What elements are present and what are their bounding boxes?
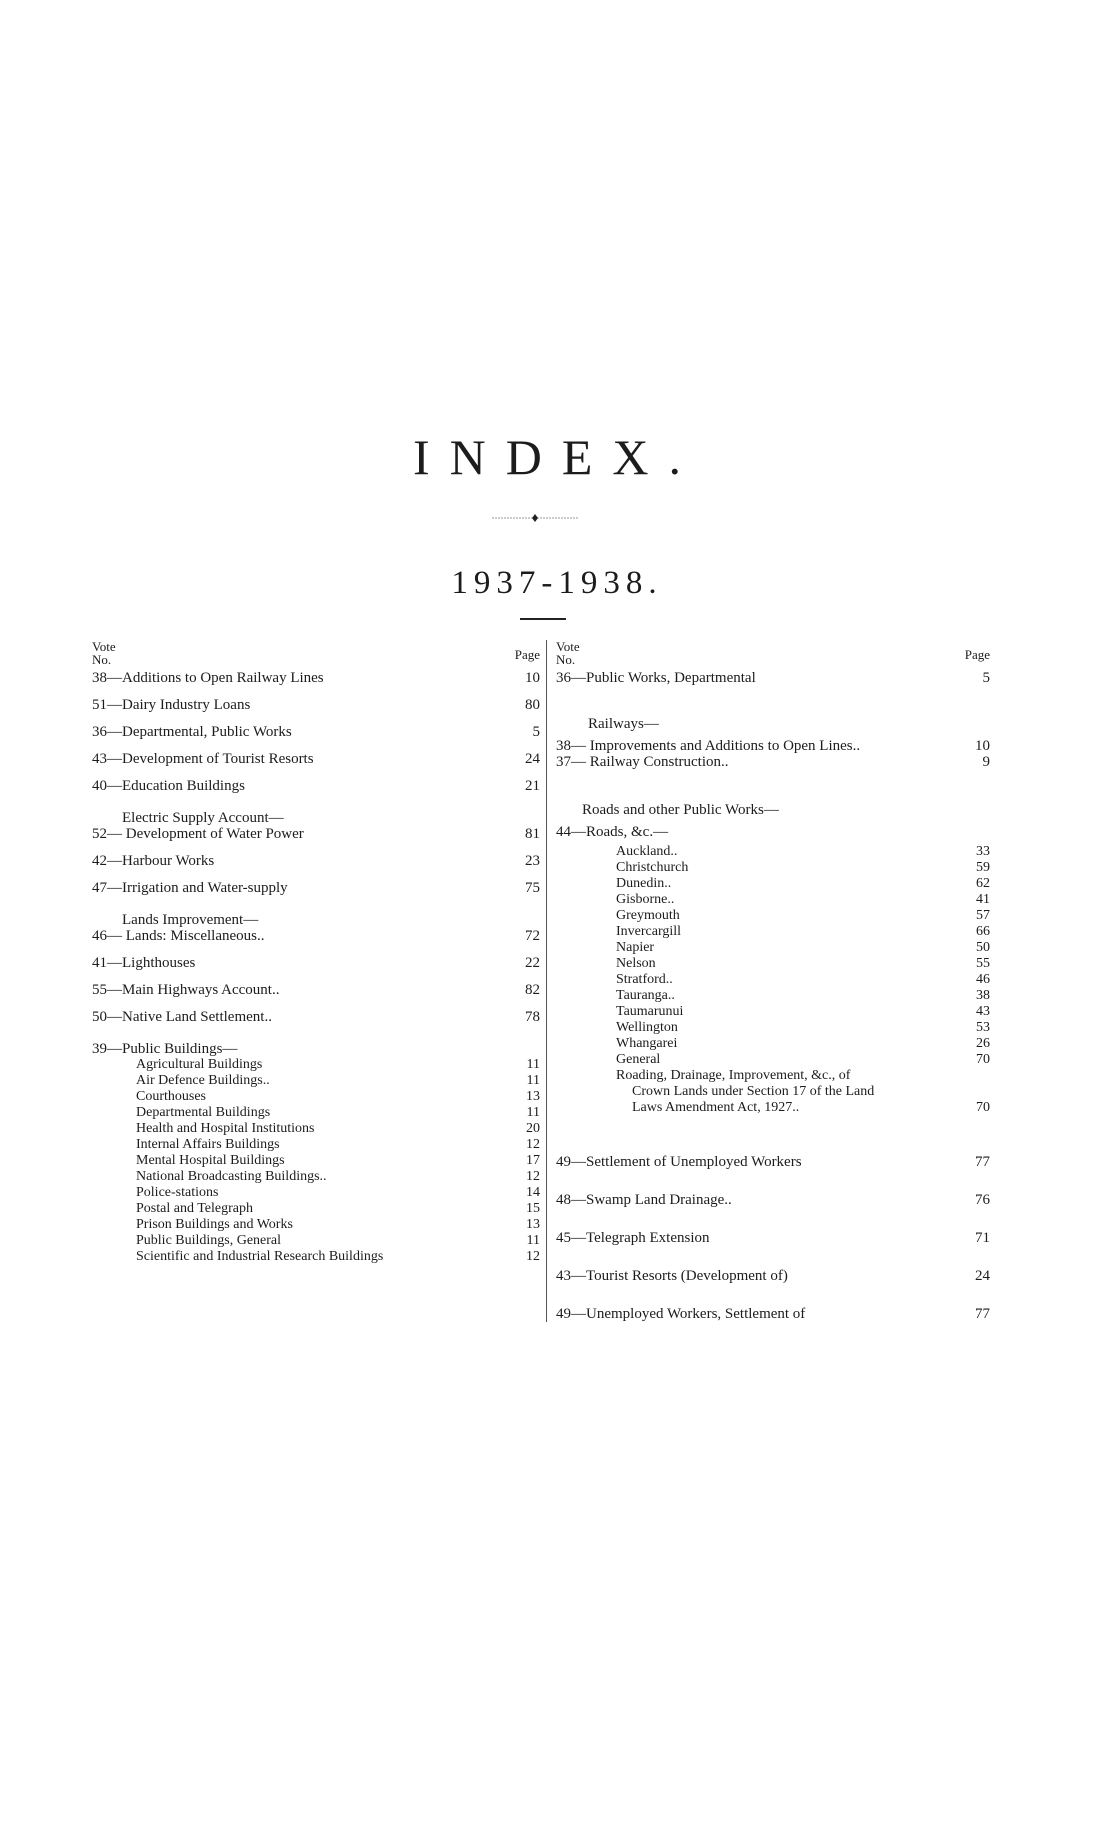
public-building-entry: Postal and Telegraph 15	[136, 1201, 540, 1216]
public-building-entry: National Broadcasting Buildings.. 12	[136, 1169, 540, 1184]
page-label: Page	[964, 647, 990, 662]
public-building-entry: Prison Buildings and Works 13	[136, 1217, 540, 1232]
public-building-entry: Departmental Buildings 11	[136, 1105, 540, 1120]
roading-line: Roading, Drainage, Improvement, &c., of	[616, 1068, 851, 1083]
index-entry: 40—Education Buildings 21	[92, 778, 540, 794]
lands-heading: Lands Improvement—	[122, 912, 259, 928]
road-entry: Napier 50	[616, 940, 990, 955]
road-entry: Greymouth 57	[616, 908, 990, 923]
roads-list	[556, 844, 990, 1068]
right-entry-group	[556, 1132, 990, 1322]
index-entry: 51—Dairy Industry Loans 80	[92, 697, 540, 713]
public-building-entry: Air Defence Buildings.. 11	[136, 1073, 540, 1088]
road-entry: Tauranga.. 38	[616, 988, 990, 1003]
public-building-entry: Mental Hospital Buildings 17	[136, 1153, 540, 1168]
public-building-entry: Courthouses 13	[136, 1089, 540, 1104]
index-entry: 43—Tourist Resorts (Development of) 24	[556, 1268, 990, 1284]
left-header	[92, 640, 540, 670]
roads-heading: Roads and other Public Works—	[582, 802, 779, 818]
road-entry: Wellington 53	[616, 1020, 990, 1035]
left-column	[92, 640, 540, 1322]
public-building-entry: Police-stations 14	[136, 1185, 540, 1200]
index-entry: 55—Main Highways Account.. 82	[92, 982, 540, 998]
left-entry-group	[92, 842, 540, 896]
public-buildings-heading: 39—Public Buildings—	[92, 1041, 238, 1057]
road-entry: Stratford.. 46	[616, 972, 990, 987]
index-entry: 42—Harbour Works 23	[92, 853, 540, 869]
index-entry: 52— Development of Water Power 81	[92, 826, 540, 842]
road-entry: General 70	[616, 1052, 990, 1067]
road-entry: Dunedin.. 62	[616, 876, 990, 891]
road-entry: Nelson 55	[616, 956, 990, 971]
ornament-divider	[490, 512, 580, 524]
vote-no-label: Vote No.	[556, 639, 580, 667]
year-range: 1937-1938.	[451, 565, 663, 601]
right-header	[556, 640, 990, 670]
index-entry: 38—Additions to Open Railway Lines 10	[92, 670, 540, 686]
road-entry: Christchurch 59	[616, 860, 990, 875]
railways-list	[556, 738, 990, 770]
index-entry: 36—Departmental, Public Works 5	[92, 724, 540, 740]
road-entry: Invercargill 66	[616, 924, 990, 939]
index-entry: 50—Native Land Settlement.. 78	[92, 1009, 540, 1025]
index-entry: 49—Unemployed Workers, Settlement of 77	[556, 1306, 990, 1322]
index-entry: 46— Lands: Miscellaneous.. 72	[92, 928, 540, 944]
vote-no-label: Vote No.	[92, 639, 116, 667]
public-buildings-list	[92, 1057, 540, 1265]
index-entry: 47—Irrigation and Water-supply 75	[92, 880, 540, 896]
index-entry: 41—Lighthouses 22	[92, 955, 540, 971]
road-entry: Whangarei 26	[616, 1036, 990, 1051]
road-entry: Taumarunui 43	[616, 1004, 990, 1019]
page-title: INDEX.	[412, 429, 702, 485]
railways-heading: Railways—	[588, 716, 659, 732]
index-entry: 45—Telegraph Extension 71	[556, 1230, 990, 1246]
electric-heading: Electric Supply Account—	[122, 810, 284, 826]
road-entry: Gisborne.. 41	[616, 892, 990, 907]
index-entry: 49—Settlement of Unemployed Workers 77	[556, 1154, 990, 1170]
road-entry: Auckland.. 33	[616, 844, 990, 859]
index-entry: 43—Development of Tourist Resorts 24	[92, 751, 540, 767]
left-entry-group	[92, 670, 540, 794]
index-entry: 36—Public Works, Departmental 5	[556, 670, 990, 686]
title-rule	[520, 618, 566, 620]
roading-line: Crown Lands under Section 17 of the Land	[632, 1084, 875, 1099]
public-building-entry: Scientific and Industrial Research Buildings 12	[136, 1249, 540, 1264]
public-building-entry: Health and Hospital Institutions 20	[136, 1121, 540, 1136]
roading-line: Laws Amendment Act, 1927.. 70	[632, 1100, 990, 1115]
left-entry-group	[92, 944, 540, 1025]
public-building-entry: Agricultural Buildings 11	[136, 1057, 540, 1072]
right-column	[556, 640, 990, 1322]
index-entry: 48—Swamp Land Drainage.. 76	[556, 1192, 990, 1208]
column-divider	[546, 640, 547, 1322]
railway-entry: 37— Railway Construction.. 9	[556, 754, 990, 770]
public-building-entry: Internal Affairs Buildings 12	[136, 1137, 540, 1152]
page-label: Page	[514, 647, 540, 662]
public-building-entry: Public Buildings, General 11	[136, 1233, 540, 1248]
roads-subheading: 44—Roads, &c.—	[556, 824, 669, 840]
railway-entry: 38— Improvements and Additions to Open Lines.. 10	[556, 738, 990, 754]
